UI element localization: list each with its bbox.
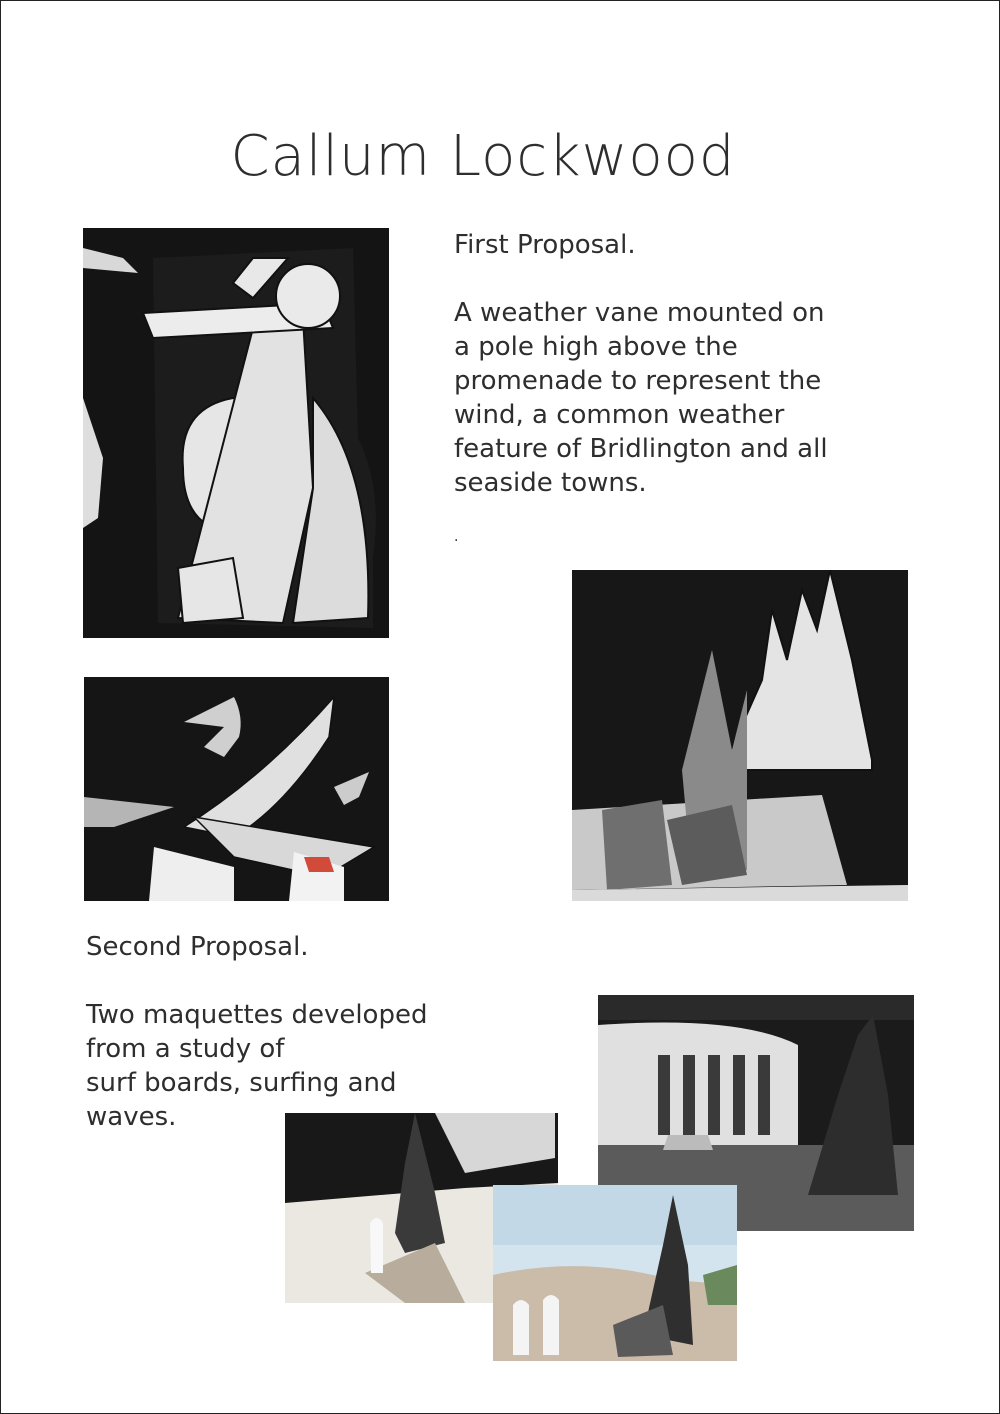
collage-photo-birds	[84, 677, 389, 901]
first-proposal-line: a pole high above the	[454, 332, 738, 362]
first-proposal-line: seaside towns.	[454, 468, 647, 498]
maquette-photo-backdrop	[572, 570, 908, 901]
first-proposal-line: A weather vane mounted on	[454, 298, 825, 328]
first-proposal-heading: First Proposal.	[454, 230, 636, 260]
first-proposal-text	[454, 228, 828, 554]
first-proposal-line: promenade to represent the	[454, 366, 822, 396]
second-proposal-line: from a study of	[86, 1034, 285, 1064]
second-proposal-line: surf boards, surfing and	[86, 1068, 397, 1098]
second-proposal-line: Two maquettes developed	[86, 1000, 428, 1030]
trailing-dot: .	[454, 529, 459, 545]
page-title: Callum Lockwood	[230, 124, 736, 189]
collage-photo-abstract	[83, 228, 389, 638]
first-proposal-line: wind, a common weather	[454, 400, 785, 430]
second-proposal-line: waves.	[86, 1102, 177, 1132]
second-proposal-heading: Second Proposal.	[86, 932, 309, 962]
maquette-photo-sky	[493, 1185, 737, 1361]
second-proposal-text	[86, 930, 427, 1134]
first-proposal-line: feature of Bridlington and all	[454, 434, 828, 464]
